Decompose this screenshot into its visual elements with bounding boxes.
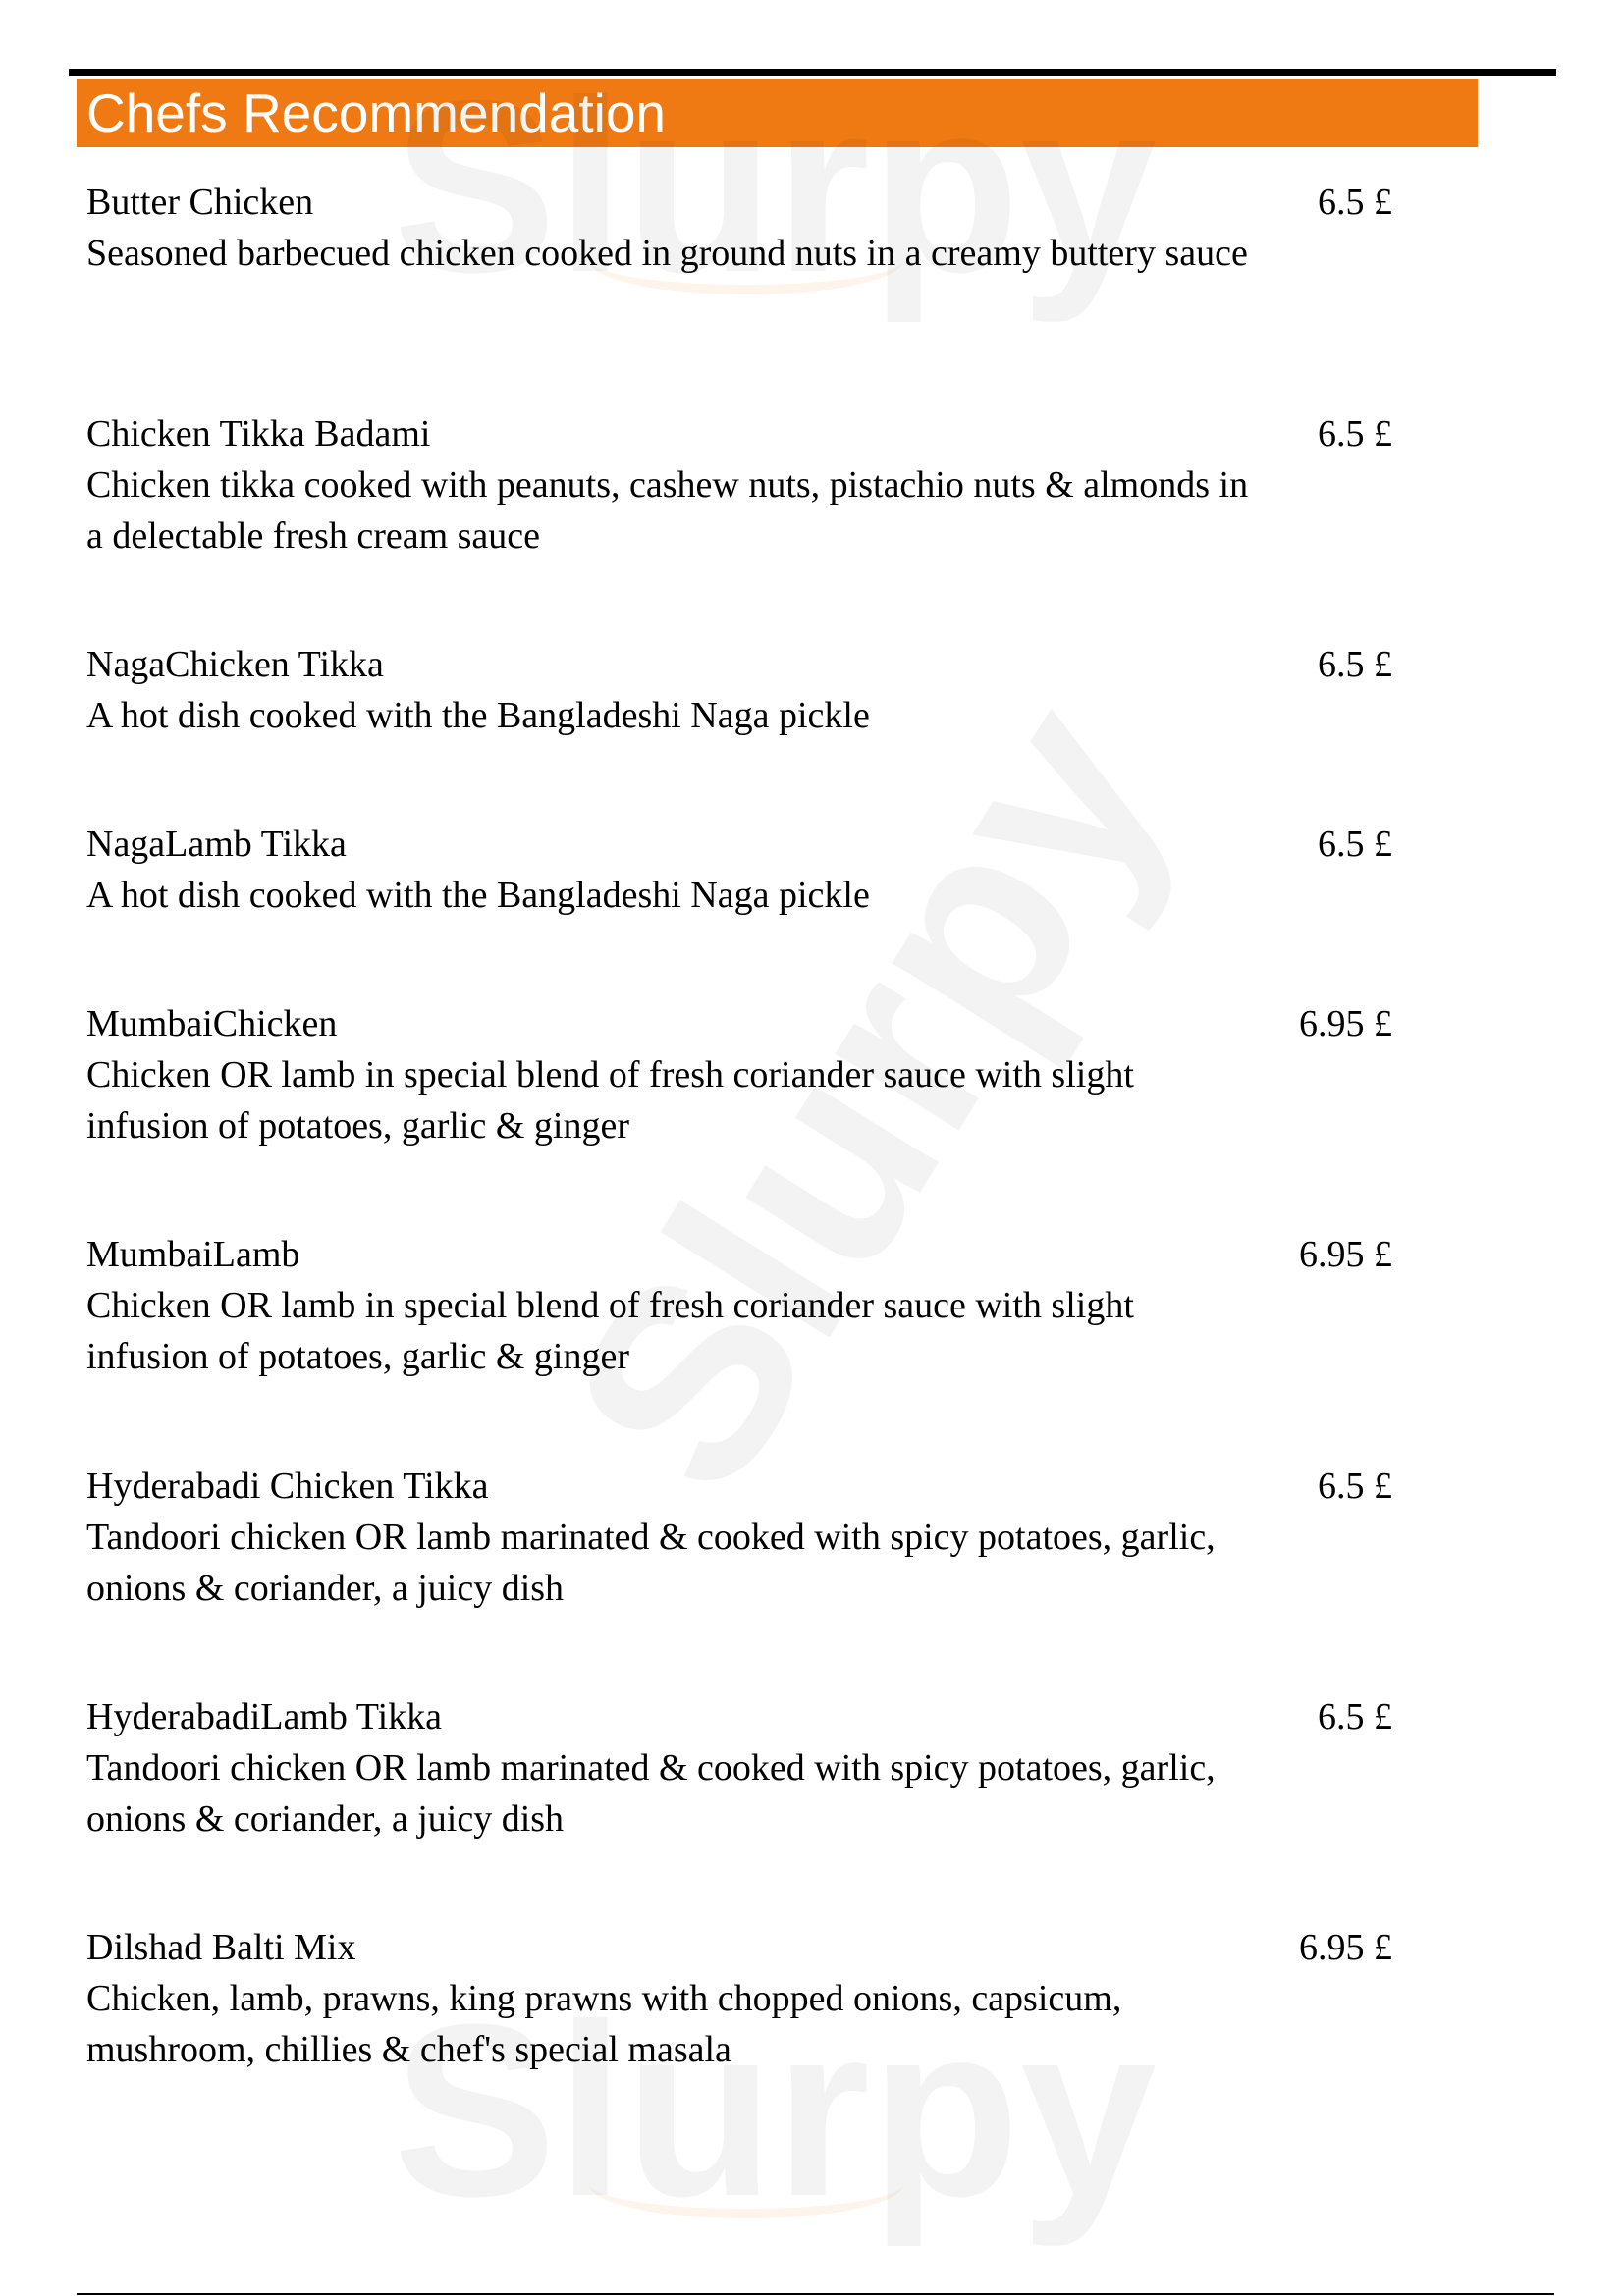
menu-item-price: 6.5 £ [1318, 824, 1392, 865]
menu-item-name: NagaChicken Tikka [86, 644, 384, 685]
menu-item-name: MumbaiLamb [86, 1234, 300, 1275]
section-header [77, 79, 1478, 147]
menu-item [86, 998, 1392, 1151]
menu-item-name: Hyderabadi Chicken Tikka [86, 1466, 489, 1507]
menu-item-price: 6.95 £ [1299, 1003, 1392, 1044]
menu-item-name: Dilshad Balti Mix [86, 1927, 356, 1968]
menu-item-price: 6.95 £ [1299, 1234, 1392, 1275]
menu-item-price: 6.5 £ [1318, 413, 1392, 454]
menu-item [86, 819, 1392, 921]
menu-item-description: Chicken, lamb, prawns, king prawns with chopped onions, capsicum, mushroom, chillies & chef's special masala [86, 1978, 1122, 2070]
menu-item-description: Chicken OR lamb in special blend of fresh coriander sauce with slight infusion of potatoes, garlic & ginger [86, 1285, 1134, 1377]
menu-item-description: A hot dish cooked with the Bangladeshi Naga pickle [86, 875, 870, 916]
menu-item-name: HyderabadiLamb Tikka [86, 1696, 443, 1737]
menu-item [86, 639, 1392, 741]
menu-item-description: Seasoned barbecued chicken cooked in ground nuts in a creamy buttery sauce [86, 233, 1248, 274]
section-title: Chefs Recommendation [86, 82, 667, 143]
menu-item-description: A hot dish cooked with the Bangladeshi Naga pickle [86, 695, 870, 736]
bottom-rule [77, 2293, 1554, 2295]
watermark-swoosh [589, 2150, 903, 2218]
menu-item-name: NagaLamb Tikka [86, 824, 347, 865]
menu-item-name: Chicken Tikka Badami [86, 413, 431, 454]
menu-item [86, 177, 1392, 279]
top-rule [69, 69, 1556, 76]
menu-item-price: 6.5 £ [1318, 1466, 1392, 1507]
menu-item-description: Chicken tikka cooked with peanuts, cashew nuts, pistachio nuts & almonds in a delectable fresh cream sauce [86, 464, 1249, 557]
menu-item-name: MumbaiChicken [86, 1003, 338, 1044]
menu-item-description: Tandoori chicken OR lamb marinated & cooked with spicy potatoes, garlic, onions & coriander, a juicy dish [86, 1517, 1216, 1609]
menu-item [86, 1229, 1392, 1382]
menu-item-price: 6.5 £ [1318, 1696, 1392, 1737]
menu-item [86, 1461, 1392, 1614]
menu-item-price: 6.5 £ [1318, 644, 1392, 685]
menu-item [86, 408, 1392, 561]
menu-item [86, 1922, 1392, 2075]
menu-item-price: 6.5 £ [1318, 182, 1392, 223]
menu-item-description: Tandoori chicken OR lamb marinated & cooked with spicy potatoes, garlic, onions & coriander, a juicy dish [86, 1747, 1216, 1840]
menu-item-price: 6.95 £ [1299, 1927, 1392, 1968]
menu-item-name: Butter Chicken [86, 182, 314, 223]
menu-item [86, 1691, 1392, 1844]
menu-item-description: Chicken OR lamb in special blend of fresh coriander sauce with slight infusion of potatoes, garlic & ginger [86, 1054, 1134, 1147]
